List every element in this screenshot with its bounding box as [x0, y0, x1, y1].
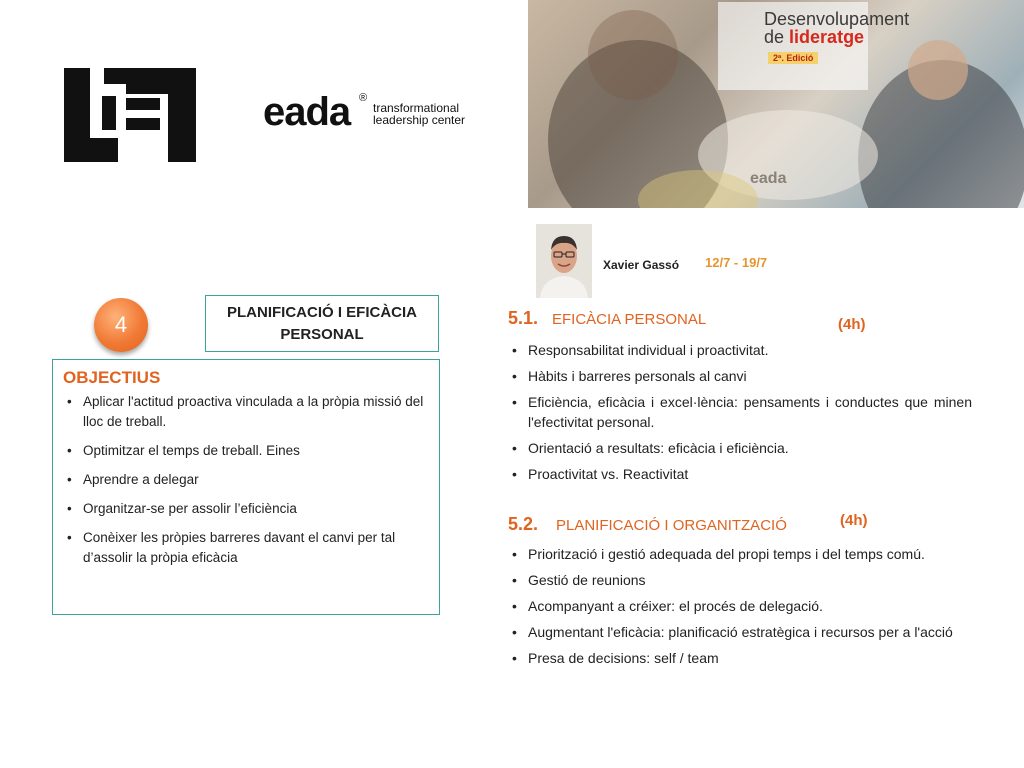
section-topic-list [508, 544, 972, 668]
banner-title-prefix: de [764, 27, 785, 47]
speaker-portrait [536, 224, 592, 298]
section-planificacio-organitzacio [508, 512, 972, 674]
module-number-badge: 4 [94, 298, 148, 352]
topic-item: • Presa de decisions: self / team [508, 648, 972, 668]
speaker-dates: 12/7 - 19/7 [705, 255, 768, 270]
topic-item: • Acompanyant a créixer: el procés de delegació. [508, 596, 972, 616]
section-title: EFICÀCIA PERSONAL [552, 311, 707, 328]
section-topic-list [508, 340, 972, 484]
topic-item: • Gestió de reunions [508, 570, 972, 590]
edition-label: 2ª. Edició [768, 52, 818, 64]
banner-title [764, 10, 909, 46]
eada-tagline-line2: leadership center [373, 113, 466, 127]
banner-title-line1: Desenvolupament [764, 9, 910, 29]
section-header [508, 308, 972, 332]
eada-tagline-line1: transformational [373, 101, 460, 115]
objectives-list [63, 392, 429, 568]
topic-item: • Priorització i gestió adequada del propi temps i del temps comú. [508, 544, 972, 564]
eada-logo [263, 92, 483, 136]
topic-item: • Orientació a resultats: eficàcia i eficiència. [508, 438, 972, 458]
section-title: PLANIFICACIÓ I ORGANITZACIÓ [556, 517, 787, 534]
eada-wordmark: eada [263, 90, 351, 134]
topic-item: • Proactivitat vs. Reactivitat [508, 464, 972, 484]
speaker-photo [536, 224, 592, 298]
section-hours: (4h) [838, 316, 866, 333]
banner-photo [528, 0, 1024, 208]
topic-item: • Hàbits i barreres personals al canvi [508, 366, 972, 386]
module-title-box [205, 295, 439, 352]
institution-logo [64, 68, 196, 162]
eada-tagline [373, 102, 465, 126]
banner-watermark: eada [750, 170, 787, 187]
topic-item: • Responsabilitat individual i proactivitat. [508, 340, 972, 360]
objective-item: • Aplicar l'actitud proactiva vinculada a la pròpia missió del lloc de treball. [63, 392, 429, 432]
objective-item: • Aprendre a delegar [63, 470, 429, 490]
section-number: 5.1. [508, 308, 539, 328]
section-eficacia-personal [508, 308, 972, 490]
objective-item: • Organitzar-se per assolir l’eficiència [63, 499, 429, 519]
section-hours: (4h) [840, 512, 868, 529]
section-number: 5.2. [508, 514, 539, 534]
objectives-box [52, 359, 440, 615]
speaker-name: Xavier Gassó [603, 258, 680, 272]
section-header [508, 512, 972, 536]
module-title: PLANIFICACIÓ I EFICÀCIA PERSONAL [227, 303, 417, 343]
topic-item: • Eficiència, eficàcia i excel·lència: pensaments i conductes que minen l'efectivitat personal. [508, 392, 972, 432]
objective-item: • Optimitzar el temps de treball. Eines [63, 441, 429, 461]
banner-title-highlight: lideratge [789, 27, 865, 47]
objective-item: • Conèixer les pròpies barreres davant el canvi per tal d’assolir la pròpia eficàcia [63, 528, 429, 568]
topic-item: • Augmentant l'eficàcia: planificació estratègica i recursos per a l'acció [508, 622, 972, 642]
registered-mark: ® [359, 92, 368, 104]
objectives-heading: OBJECTIUS [63, 368, 161, 387]
banner-title-line2 [764, 28, 909, 46]
